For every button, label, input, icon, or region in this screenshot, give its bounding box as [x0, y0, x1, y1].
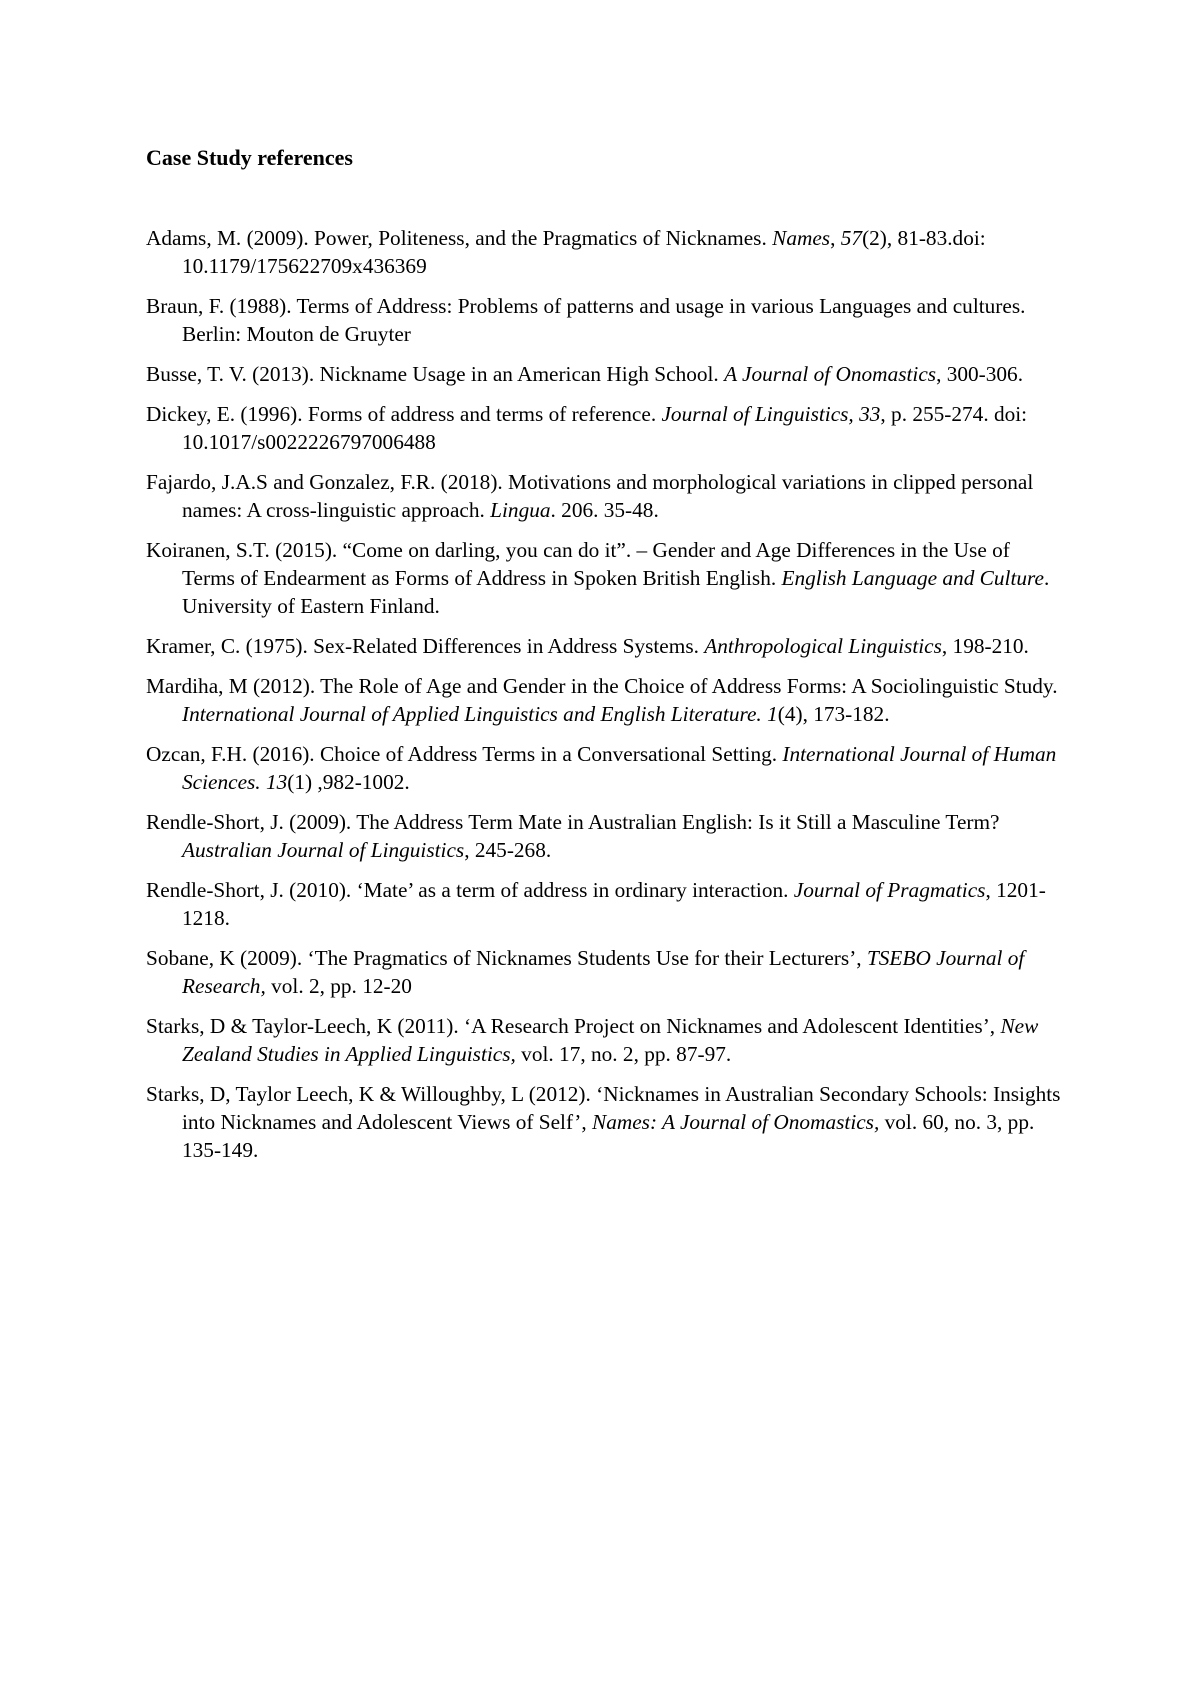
reference-volume: 57: [840, 226, 863, 250]
reference-source: TSEBO Journal of Research,: [182, 946, 1025, 998]
reference-text: Kramer, C. (1975). Sex-Related Differences in Address Systems.: [146, 634, 705, 658]
reference-text: Sobane, K (2009). ‘The Pragmatics of Nicknames Students Use for their Lecturers’,: [146, 946, 867, 970]
reference-text: vol. 60, no. 3, pp. 135-149.: [182, 1110, 1035, 1162]
reference-text: ,: [830, 226, 841, 250]
reference-item: [146, 360, 1066, 388]
reference-item: [146, 1080, 1066, 1164]
reference-item: [146, 400, 1066, 456]
reference-text: , 300-306.: [936, 362, 1024, 386]
reference-text: vol. 2, pp. 12-20: [265, 974, 412, 998]
reference-text: Dickey, E. (1996). Forms of address and terms of reference.: [146, 402, 662, 426]
reference-item: [146, 536, 1066, 620]
reference-source: International Journal of Applied Linguistics and English Literature. 1: [182, 702, 778, 726]
reference-source: New Zealand Studies in Applied Linguistics,: [182, 1014, 1039, 1066]
reference-text: Koiranen, S.T. (2015). “Come on darling, you can do it”. – Gender and Age Differences in the Use of Terms of Endearment as Forms of Address in Spoken British English.: [146, 538, 1010, 590]
reference-text: (1) ,982-1002.: [287, 770, 410, 794]
reference-item: [146, 468, 1066, 524]
reference-text: Fajardo, J.A.S and Gonzalez, F.R. (2018). Motivations and morphological variations in clipped personal names: A cross-linguistic approach.: [146, 470, 1034, 522]
reference-source: A Journal of Onomastics: [724, 362, 937, 386]
reference-source: Anthropological Linguistics: [704, 634, 942, 658]
reference-text: Ozcan, F.H. (2016). Choice of Address Terms in a Conversational Setting.: [146, 742, 783, 766]
reference-text: . 206. 35-48.: [550, 498, 659, 522]
reference-list: [146, 224, 1066, 1176]
reference-text: , p. 255-274. doi: 10.1017/s0022226797006488: [182, 402, 1028, 454]
page-title: Case Study references: [146, 145, 353, 170]
reference-item: [146, 740, 1066, 796]
reference-text: . University of Eastern Finland.: [182, 566, 1050, 618]
reference-text: (2), 81-83.doi: 10.1179/175622709x436369: [182, 226, 986, 278]
reference-item: [146, 672, 1066, 728]
reference-item: [146, 224, 1066, 280]
reference-text: , 198-210.: [941, 634, 1029, 658]
reference-item: [146, 292, 1066, 348]
reference-item: [146, 632, 1066, 660]
reference-source: English Language and Culture: [781, 566, 1044, 590]
reference-text: , 1201-1218.: [182, 878, 1046, 930]
reference-text: Braun, F. (1988). Terms of Address: Problems of patterns and usage in various Languages and cultures. Berlin: Mouton de Gruyter: [146, 294, 1026, 346]
reference-text: Rendle-Short, J. (2009). The Address Term Mate in Australian English: Is it Still a Masculine Term?: [146, 810, 1000, 834]
reference-item: [146, 876, 1066, 932]
reference-item: [146, 1012, 1066, 1068]
reference-text: (4), 173-182.: [777, 702, 890, 726]
reference-text: Busse, T. V. (2013). Nickname Usage in an American High School.: [146, 362, 725, 386]
reference-source: Names: A Journal of Onomastics,: [591, 1110, 880, 1134]
reference-source: Australian Journal of Linguistics: [182, 838, 465, 862]
reference-text: Mardiha, M (2012). The Role of Age and Gender in the Choice of Address Forms: A Sociolinguistic Study.: [146, 674, 1058, 698]
reference-text: vol. 17, no. 2, pp. 87-97.: [515, 1042, 732, 1066]
reference-source: International Journal of Human Sciences. 13: [182, 742, 1057, 794]
reference-item: [146, 944, 1066, 1000]
reference-source: Names: [772, 226, 831, 250]
reference-text: Starks, D & Taylor-Leech, K (2011). ‘A Research Project on Nicknames and Adolescent Identities’,: [146, 1014, 1001, 1038]
reference-source: Journal of Linguistics, 33: [661, 402, 881, 426]
reference-item: [146, 808, 1066, 864]
reference-source: Journal of Pragmatics: [793, 878, 986, 902]
reference-text: , 245-268.: [464, 838, 552, 862]
reference-text: Adams, M. (2009). Power, Politeness, and the Pragmatics of Nicknames.: [146, 226, 773, 250]
reference-text: Rendle-Short, J. (2010). ‘Mate’ as a term of address in ordinary interaction.: [146, 878, 794, 902]
reference-text: Starks, D, Taylor Leech, K & Willoughby, L (2012). ‘Nicknames in Australian Secondary Schools: Insights into Nicknames and Adolescent Views of Self’,: [146, 1082, 1061, 1134]
reference-source: Lingua: [490, 498, 551, 522]
